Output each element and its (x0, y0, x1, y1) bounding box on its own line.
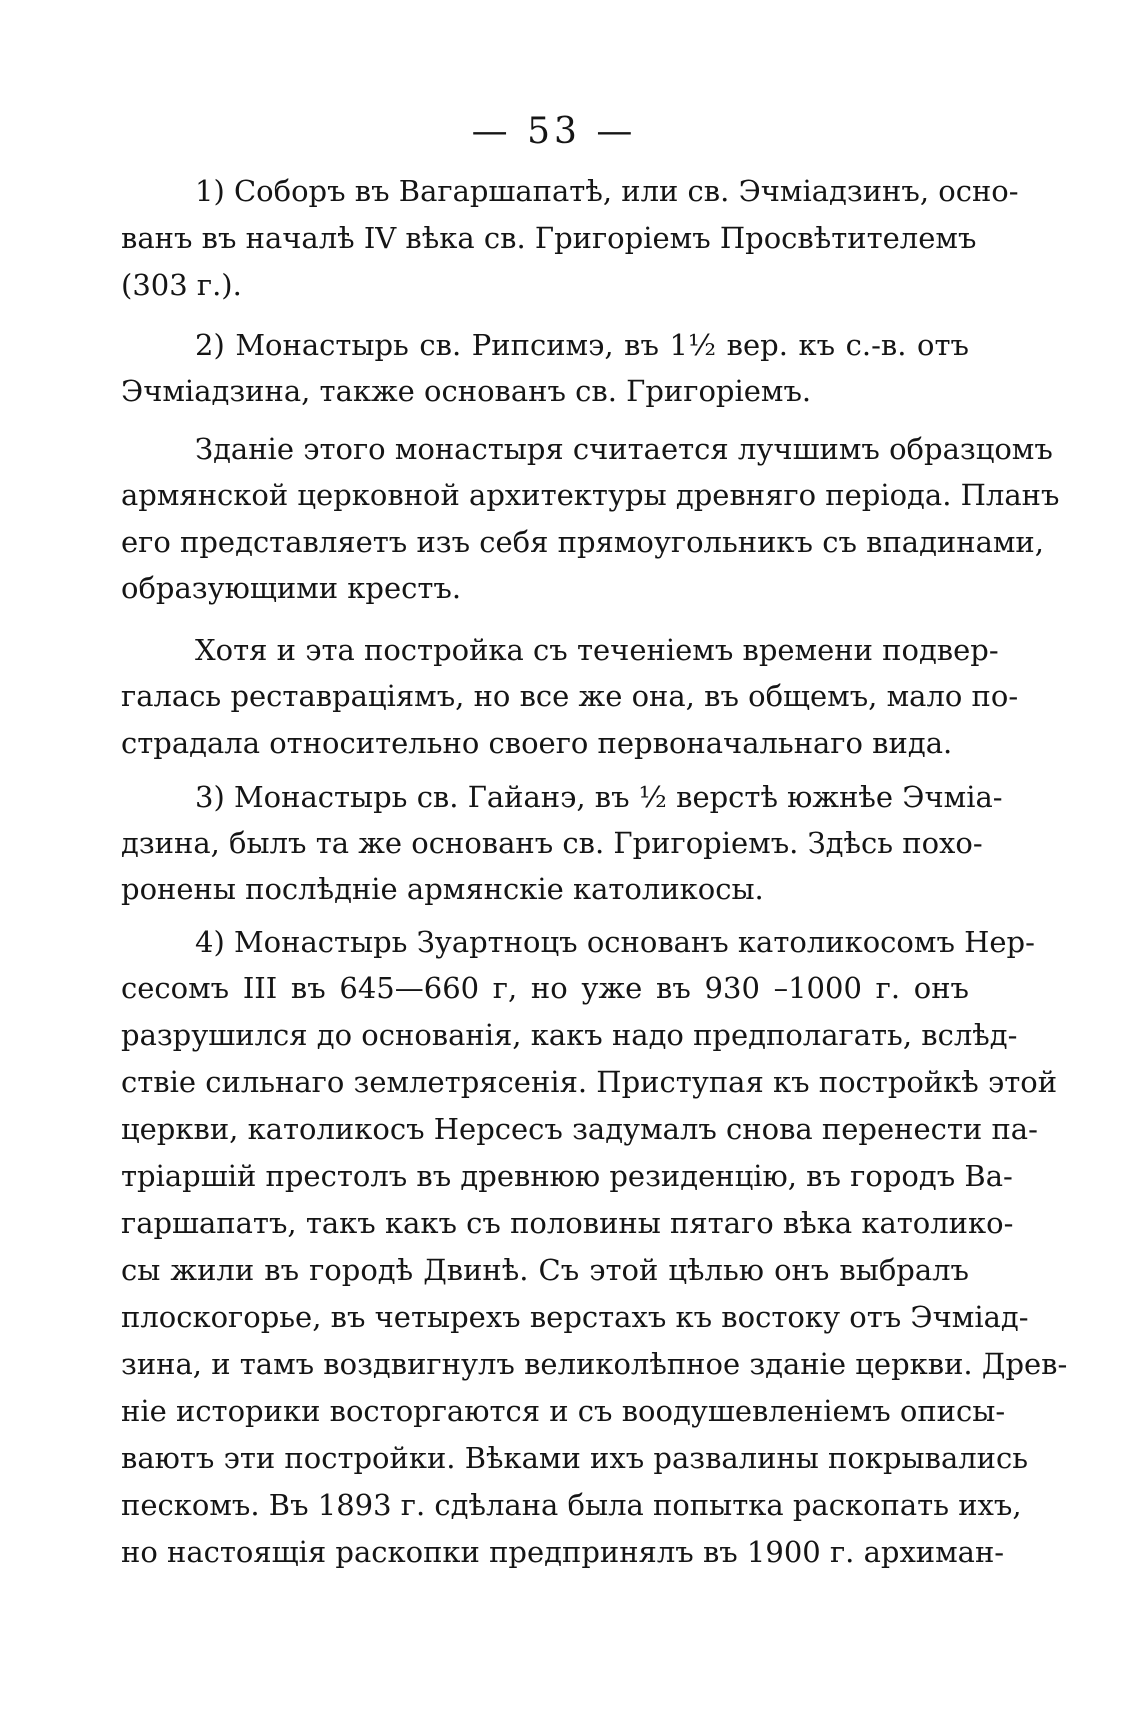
text-line: галась реставраціямъ, но все же она, въ общемъ, мало по- (121, 679, 1019, 713)
text-line: пескомъ. Въ 1893 г. сдѣлана была попытка раскопать ихъ, (121, 1488, 1022, 1522)
text-line: образующими крестъ. (121, 571, 462, 605)
text-line: ваютъ эти постройки. Вѣками ихъ развалины покрывались (121, 1441, 1029, 1475)
text-line: тріаршій престолъ въ древнюю резиденцію, въ городъ Ва- (121, 1159, 1013, 1193)
text-line: ніе историки восторгаются и съ воодушевленіемъ описы- (121, 1394, 1006, 1428)
text-line: Зданіе этого монастыря считается лучшимъ образцомъ (195, 432, 1053, 466)
text-line: ствіе сильнаго землетрясенія. Приступая къ постройкѣ этой (121, 1065, 1058, 1099)
text-line: страдала относительно своего первоначальнаго вида. (121, 726, 953, 760)
text-line: (303 г.). (121, 268, 242, 302)
text-line: 3) Монастырь св. Гайанэ, въ ½ верстѣ южнѣе Эчміа- (195, 780, 1003, 814)
text-line: разрушился до основанія, какъ надо предполагать, вслѣд- (121, 1018, 1018, 1052)
text-line: дзина, былъ та же основанъ св. Григоріемъ. Здѣсь похо- (121, 826, 983, 860)
text-line: 4) Монастырь Зуартноцъ основанъ католикосомъ Нер- (195, 925, 1035, 959)
text-line: церкви, католикосъ Нерсесъ задумалъ снова перенести па- (121, 1112, 1038, 1146)
text-line: Эчміадзина, также основанъ св. Григоріемъ. (121, 374, 812, 408)
text-line: сесомъ III въ 645—660 г, но уже въ 930 –1000 г. онъ (121, 971, 969, 1005)
text-line: гаршапатъ, такъ какъ съ половины пятаго вѣка католико- (121, 1206, 1014, 1240)
text-line: 2) Монастырь св. Рипсимэ, въ 1½ вер. къ с.-в. отъ (195, 328, 969, 362)
page-number: — 53 — (471, 111, 637, 152)
text-line: ванъ въ началѣ IV вѣка св. Григоріемъ Просвѣтителемъ (121, 221, 977, 255)
text-line: армянской церковной архитектуры древняго періода. Планъ (121, 478, 1060, 512)
text-line: 1) Соборъ въ Вагаршапатѣ, или св. Эчміадзинъ, осно- (195, 174, 1019, 208)
text-line: его представляетъ изъ себя прямоугольникъ съ впадинами, (121, 525, 1044, 559)
text-line: сы жили въ городѣ Двинѣ. Съ этой цѣлью онъ выбралъ (121, 1253, 969, 1287)
text-line: ронены послѣдніе армянскіе католикосы. (121, 872, 764, 906)
text-line: зина, и тамъ воздвигнулъ великолѣпное зданіе церкви. Древ- (121, 1347, 1068, 1381)
text-line: Хотя и эта постройка съ теченіемъ времени подвер- (195, 633, 999, 667)
text-line: но настоящія раскопки предпринялъ въ 1900 г. архиман- (121, 1535, 1005, 1569)
text-line: плоскогорье, въ четырехъ верстахъ къ востоку отъ Эчміад- (121, 1300, 1029, 1334)
